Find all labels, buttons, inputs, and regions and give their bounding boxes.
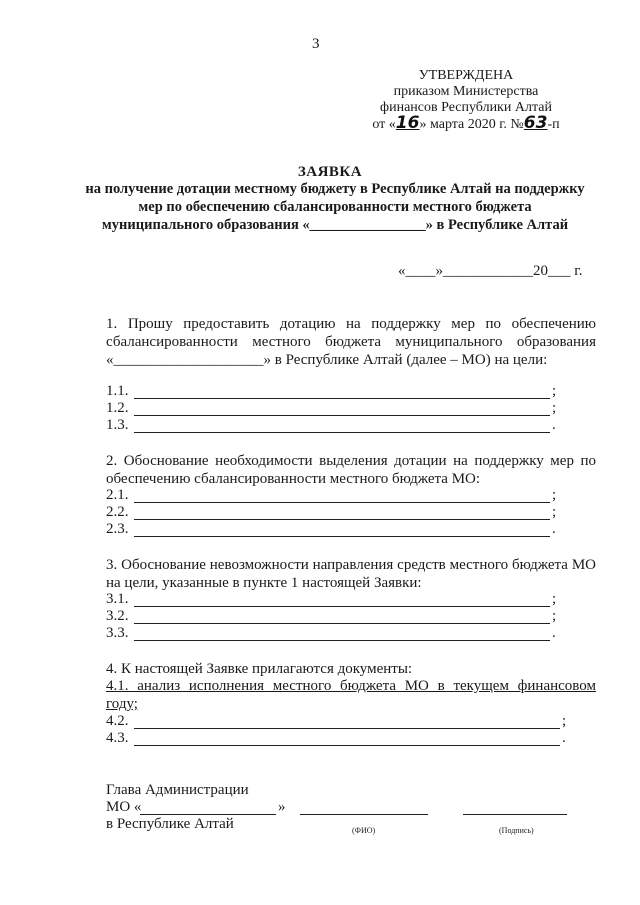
item-1-3-number: 1.3.: [106, 417, 129, 433]
item-1-1-number: 1.1.: [106, 383, 129, 399]
item-4-2-blank-line[interactable]: [134, 728, 560, 729]
item-1-3-end: .: [552, 417, 556, 433]
item-3-2-end: ;: [552, 608, 557, 624]
item-2-2-blank-line[interactable]: [134, 519, 550, 520]
approval-line-3: финансов Республики Алтай: [380, 100, 552, 115]
item-2-1-blank-line[interactable]: [134, 502, 550, 503]
item-1-3-blank-line[interactable]: [134, 432, 550, 433]
item-3-1-number: 3.1.: [106, 591, 129, 607]
item-3-2-blank-line[interactable]: [134, 623, 550, 624]
section-3-text: 3. Обоснование невозможности направления средств местного бюджета МО на цели, указанные в пункте 1 настоящей Заявки:: [106, 557, 596, 591]
approval-date-line: [360, 115, 572, 133]
item-2-3-blank-line[interactable]: [134, 536, 550, 537]
approval-title: УТВЕРЖДЕНА: [418, 68, 514, 83]
signature-label: (Подпись): [499, 826, 534, 835]
signature-position-line-1: Глава Администрации: [106, 782, 249, 798]
item-1-1-blank-line[interactable]: [134, 398, 550, 399]
section-1-text: 1. Прошу предоставить дотацию на поддержку мер по обеспечению сбалансированности местного бюджета муниципального образования «____________________» в Республике Алтай (далее – МО) на цели:: [106, 316, 596, 368]
item-1-2-number: 1.2.: [106, 400, 129, 416]
item-3-1-blank-line[interactable]: [134, 606, 550, 607]
item-4-3-number: 4.3.: [106, 730, 129, 746]
item-3-1-end: ;: [552, 591, 557, 607]
approval-day-handwritten: 16: [395, 113, 420, 133]
item-1-2-blank-line[interactable]: [134, 415, 550, 416]
item-1-1-end: ;: [552, 383, 557, 399]
item-2-1-end: ;: [552, 487, 557, 503]
item-4-2-number: 4.2.: [106, 713, 129, 729]
item-2-2-number: 2.2.: [106, 504, 129, 520]
item-3-3-blank-line[interactable]: [134, 640, 550, 641]
item-4-3-blank-line[interactable]: [134, 745, 560, 746]
document-subtitle-line-1: на получение дотации местному бюджету в Республике Алтай на поддержку: [85, 181, 585, 197]
item-2-2-end: ;: [552, 504, 557, 520]
page-number: 3: [312, 36, 320, 52]
signature-mo-suffix: »: [278, 799, 286, 815]
document-title: ЗАЯВКА: [297, 164, 363, 180]
item-3-3-number: 3.3.: [106, 625, 129, 641]
document-subtitle-line-3: муниципального образования «________________» в Республике Алтай: [101, 217, 569, 233]
item-3-3-end: .: [552, 625, 556, 641]
item-4-3-end: .: [562, 730, 566, 746]
section-2-text: 2. Обоснование необходимости выделения дотации на поддержку мер по обеспечению сбалансированности местного бюджета МО:: [106, 453, 596, 487]
item-4-1-line-2: году;: [106, 696, 138, 712]
item-4-2-end: ;: [562, 713, 567, 729]
item-2-3-number: 2.3.: [106, 521, 129, 537]
item-2-3-end: .: [552, 521, 556, 537]
application-date-line: «____»____________20___ г.: [398, 263, 583, 279]
item-3-2-number: 3.2.: [106, 608, 129, 624]
signature-position-line-3: в Республике Алтай: [106, 816, 234, 832]
item-4-1-line-1: 4.1. анализ исполнения местного бюджета МО в текущем финансовом: [106, 678, 596, 694]
approval-date-mid: » марта 2020 г. №: [419, 117, 524, 132]
signature-blank-line[interactable]: [463, 814, 567, 815]
item-2-1-number: 2.1.: [106, 487, 129, 503]
signature-mo-prefix: МО «: [106, 799, 142, 815]
section-4-text: 4. К настоящей Заявке прилагаются документы:: [106, 661, 413, 677]
document-subtitle-line-2: мер по обеспечению сбалансированности местного бюджета: [138, 199, 532, 215]
fio-label: (ФИО): [352, 826, 376, 835]
item-1-2-end: ;: [552, 400, 557, 416]
approval-order-number-handwritten: 63: [523, 113, 548, 133]
approval-line-2: приказом Министерства: [393, 84, 539, 99]
signature-mo-name-blank[interactable]: [140, 814, 276, 815]
approval-date-suffix: -п: [547, 117, 560, 132]
approval-date-prefix: от «: [372, 117, 396, 132]
fio-blank-line[interactable]: [300, 814, 428, 815]
